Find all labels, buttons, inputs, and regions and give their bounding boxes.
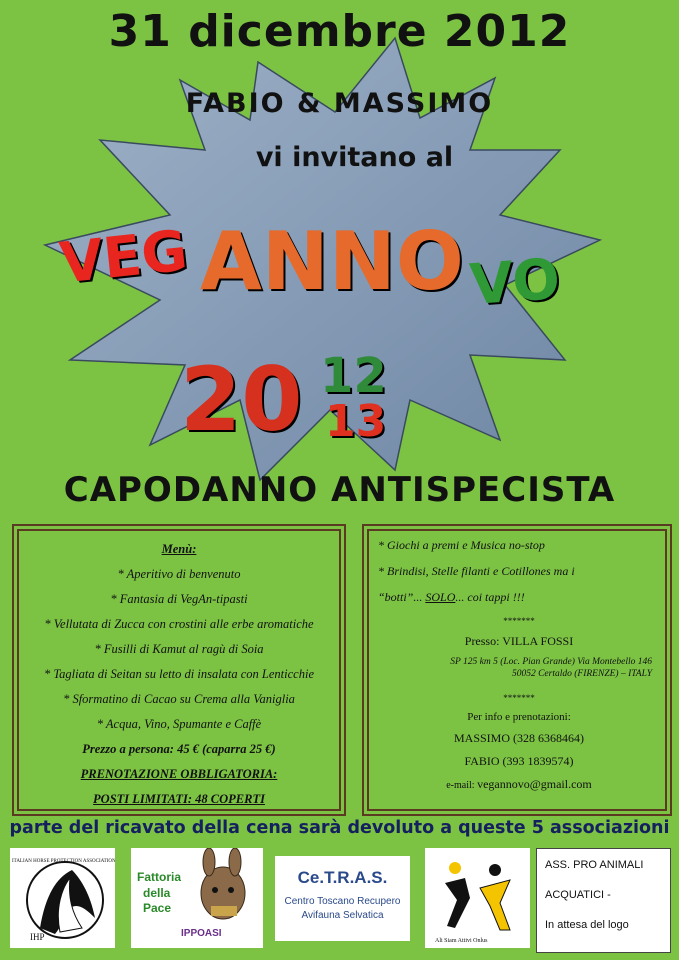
- separator: *******: [503, 692, 535, 703]
- venue-address: [378, 657, 660, 681]
- ihp-abbr: IHP: [30, 932, 45, 942]
- info-toast: * Brindisi, Stelle filanti e Cotillones ma i: [378, 564, 575, 578]
- menu-item: * Fantasia di VegAn-tipasti: [110, 592, 248, 606]
- info-botti: [378, 590, 660, 605]
- fattoria-pace-logo: [131, 848, 263, 948]
- separator: *******: [503, 616, 535, 626]
- contact-massimo: MASSIMO (328 6368464): [453, 730, 584, 745]
- fattoria-word-1: Fattoria: [137, 870, 182, 884]
- menu-item: * Acqua, Vino, Spumante e Caffè: [96, 717, 262, 731]
- capodanno-subtitle: CAPODANNO ANTISPECISTA: [63, 470, 616, 510]
- year-20: 20: [180, 348, 303, 451]
- menu-price: Prezzo a persona: 45 € (caparra 25 €): [82, 742, 276, 756]
- fattoria-word-3: Pace: [143, 901, 172, 916]
- cetras-sub-2: Avifauna Selvatica: [301, 910, 384, 921]
- dancing-figures-icon: [425, 848, 530, 948]
- menu-item: * Tagliata di Seitan su letto di insalata con Lenticchie: [43, 667, 314, 681]
- menu-item: * Sformatino di Cacao su Crema alla Vaniglia: [63, 692, 295, 706]
- menu-item: * Vellutata di Zucca con crostini alle erbe aromatiche: [44, 617, 314, 631]
- ass-line-1: ASS. PRO ANIMALI: [545, 859, 644, 871]
- contribution-text: parte del ricavato della cena sarà devoluto a queste 5 associazioni: [9, 818, 670, 838]
- ihp-logo: [10, 848, 115, 948]
- contact-email: [378, 777, 660, 792]
- ippoasi-label: IPPOASI: [181, 928, 222, 939]
- cetras-sub-1: Centro Toscano Recupero: [284, 896, 401, 907]
- fattoria-word-2: della: [143, 885, 171, 900]
- invite-text: vi invitano al: [255, 142, 454, 173]
- year-13: 13: [325, 396, 387, 447]
- botti-tappi: ... coi tappi !!!: [455, 590, 525, 604]
- horse-heads-icon: [10, 848, 115, 948]
- contact-label: Per info e prenotazioni:: [467, 710, 571, 723]
- hosts-names: FABIO & MASSIMO: [185, 88, 494, 119]
- ass-line-3: In attesa del logo: [545, 919, 629, 931]
- ihp-name: ITALIAN HORSE PROTECTION ASSOCIATION: [12, 859, 115, 864]
- title-vo: VO: [467, 246, 563, 319]
- ali-siam-attivi-logo: [425, 848, 530, 948]
- menu-item: * Fusilli di Kamut al ragù di Soia: [94, 642, 264, 656]
- menu-box: [12, 524, 346, 816]
- year-12: 12: [320, 348, 387, 404]
- vegannovo-title: [56, 215, 660, 345]
- menu-booking: PRENOTAZIONE OBBLIGATORIA:: [80, 767, 278, 781]
- event-date: 31 dicembre 2012: [108, 6, 571, 57]
- email-label: e-mail:: [446, 779, 478, 791]
- year-graphic: [180, 348, 460, 458]
- address-line-2: 50052 Certaldo (FIRENZE) – ITALY: [511, 668, 652, 679]
- menu-heading: Menù:: [161, 542, 197, 556]
- cetras-title: Ce.T.R.A.S.: [297, 868, 388, 887]
- info-box: [362, 524, 672, 816]
- botti-text: “botti”...: [378, 590, 426, 604]
- title-veg: VEG: [56, 218, 191, 297]
- address-line-1: SP 125 km 5 (Loc. Pian Grande) Via Montebello 146: [450, 657, 652, 667]
- cetras-logo: [275, 856, 410, 941]
- contact-fabio: FABIO (393 1839574): [464, 753, 574, 768]
- botti-solo: SOLO: [425, 590, 456, 604]
- ass-pro-animali-box: [536, 848, 671, 953]
- ass-line-2: ACQUATICI -: [545, 889, 611, 901]
- venue: Presso: VILLA FOSSI: [464, 634, 574, 648]
- ali-text: Ali Siam Attivi Onlus: [435, 938, 488, 944]
- email-address[interactable]: vegannovo@gmail.com: [477, 776, 592, 791]
- title-anno: ANNO: [200, 215, 464, 308]
- info-games: * Giochi a premi e Musica no-stop: [378, 538, 545, 552]
- menu-item: * Aperitivo di benvenuto: [117, 567, 241, 581]
- menu-seats: POSTI LIMITATI: 48 COPERTI: [93, 792, 265, 806]
